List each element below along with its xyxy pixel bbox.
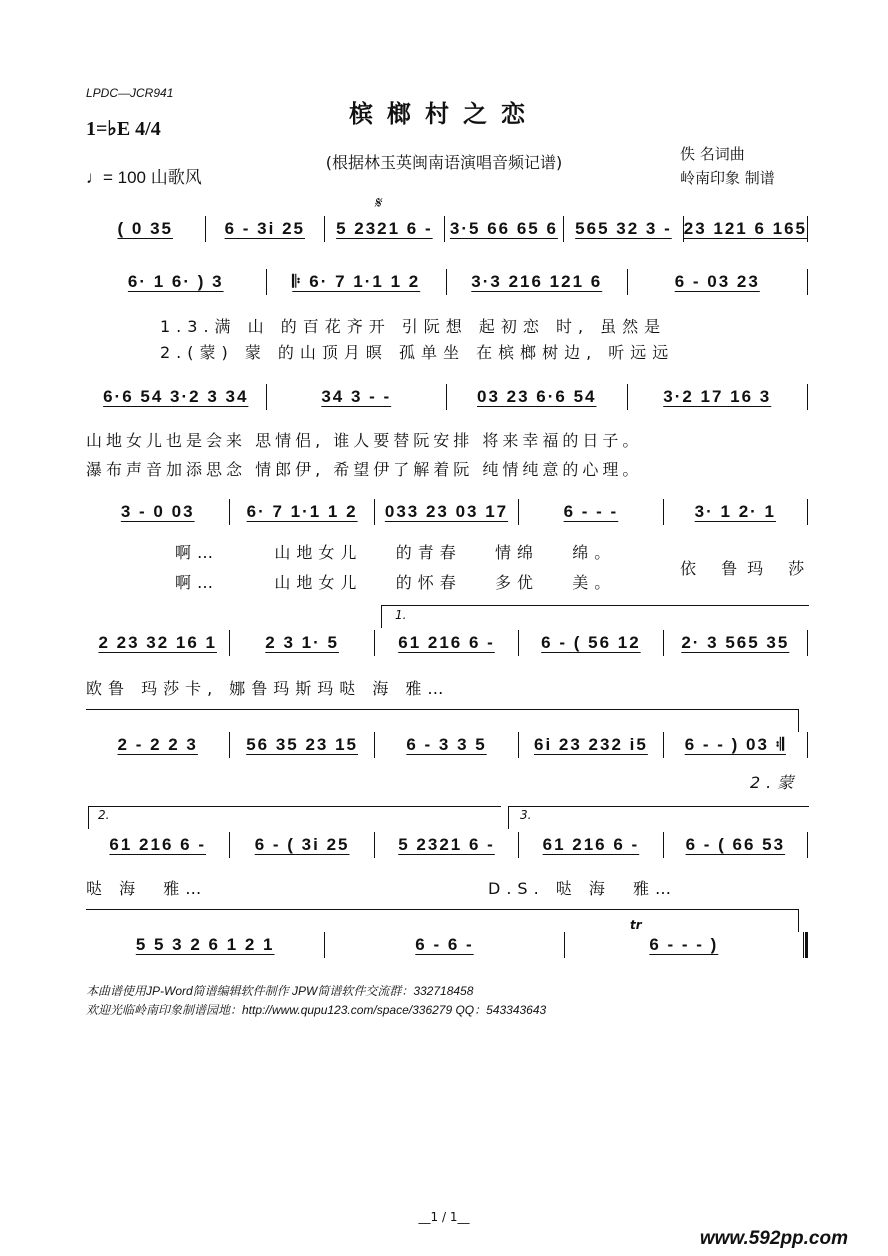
measure: 6 - - - [563, 502, 619, 521]
lyrics-verse-1-3: 1.3.满 山 的百花齐开 引阮想 起初恋 时, 虽然是 [160, 317, 667, 336]
bar-line [807, 216, 808, 242]
lyrics-line-3b: 瀑布声音加添思念 情郎伊, 希望伊了解着阮 纯情纯意的心理。 [86, 460, 643, 479]
bar-line [807, 269, 808, 295]
volta-2-label: 2. [98, 808, 110, 822]
measure: 2· 3 565 35 [681, 633, 790, 652]
measure: 565 32 3 - [575, 219, 672, 238]
measure: 34 3 - - [321, 387, 392, 406]
measure: 5 2321 6 - [336, 219, 433, 238]
arranger-credit: 岭南印象 制谱 [680, 169, 775, 187]
music-system-3 [86, 384, 808, 410]
lyrics-line-4c: 依 鲁玛 莎 [680, 559, 815, 578]
measure: 3·2 17 16 3 [663, 387, 772, 406]
bar-line [807, 630, 808, 656]
music-system-1 [86, 216, 808, 242]
measure: 23 121 6 165 [683, 219, 807, 238]
measure: 6i 23 232 i5 [534, 735, 648, 754]
measure: 6·6 54 3·2 3 34 [103, 387, 249, 406]
lyricist-credit: 佚 名词曲 [680, 145, 745, 163]
volta-1-continuation [86, 709, 799, 732]
measure: 6 - 6 - [415, 935, 474, 954]
volta-2-bracket [88, 806, 501, 829]
bar-line [807, 499, 808, 525]
measure: 6 - ( 66 53 [685, 835, 786, 854]
footer-line-1: 本曲谱使用JP-Word简谱编辑软件制作 JPW简谱软件交流群：332718458 [86, 984, 474, 998]
measure: 𝄆 6· 7 1·1 1 2 [292, 272, 421, 291]
music-system-2 [86, 269, 808, 295]
lyrics-verse-2-cue: 2.蒙 [750, 773, 800, 792]
lyrics-line-4b: 啊… 山地女儿 的怀春 多优 美。 [175, 573, 617, 592]
bar-line [807, 384, 808, 410]
lyrics-line-4a: 啊… 山地女儿 的青春 情绵 绵。 [175, 543, 617, 562]
measure: 03 23 6·6 54 [477, 387, 597, 406]
lyrics-line-5: 欧鲁 玛莎卡, 娜鲁玛斯玛哒 海 雅… [86, 679, 450, 698]
volta-3-bracket [508, 806, 809, 829]
measure: 6 - ( 3i 25 [254, 835, 350, 854]
measure: 6 - 3i 25 [224, 219, 305, 238]
subtitle: (根据林玉英闽南语演唱音频记谱) [325, 153, 563, 172]
bar-line [803, 932, 808, 958]
measure: 2 3 1· 5 [265, 633, 339, 652]
measure: 6 - 3 3 5 [406, 735, 487, 754]
volta-1-label: 1. [395, 608, 407, 622]
measure: 3· 1 2· 1 [694, 502, 776, 521]
lyrics-line-7a: 哒 海 雅… [86, 879, 208, 898]
measure: 56 35 23 15 [246, 735, 359, 754]
music-system-4 [86, 499, 808, 525]
segno-icon: 𝄋 [374, 193, 381, 212]
measure: 6· 1 6· ) 3 [127, 272, 224, 291]
tempo-marking: ♩= 100 山歌风 [86, 168, 202, 187]
volta-1-bracket [381, 605, 809, 628]
footer-line-2: 欢迎光临岭南印象制谱园地：http://www.qupu123.com/space/336279 QQ：543343643 [86, 1003, 547, 1017]
volta-3-continuation [86, 909, 799, 932]
measure: 3 - 0 03 [120, 502, 195, 521]
measure: 5 2321 6 - [398, 835, 495, 854]
page-number: __1 / 1__ [418, 1210, 470, 1224]
measure: 61 216 6 - [398, 633, 495, 652]
measure: 6 - - ) 03 𝄇 [684, 735, 786, 754]
measure: 6 - - - ) [649, 935, 719, 954]
score-code: LPDC—JCR941 [86, 86, 174, 100]
measure: 6 - ( 56 12 [541, 633, 641, 652]
song-title: 槟榔村之恋 [349, 99, 539, 128]
measure: ( 0 35 [117, 219, 174, 238]
key-signature: 1=♭E 4/4 [86, 118, 161, 140]
measure: 3·5 66 65 6 [449, 219, 558, 238]
measure: 033 23 03 17 [384, 502, 509, 521]
measure: 2 - 2 2 3 [117, 735, 198, 754]
volta-3-label: 3. [520, 808, 532, 822]
measure: 6 - 03 23 [674, 272, 760, 291]
measure: 3·3 216 121 6 [471, 272, 603, 291]
measure: 2 23 32 16 1 [98, 633, 217, 652]
music-system-8 [86, 932, 808, 958]
lyrics-line-7b: D.S. 哒 海 雅… [488, 879, 677, 898]
measure: 61 216 6 - [542, 835, 640, 854]
trill-marking: tr [630, 918, 642, 932]
watermark: www.592pp.com [699, 1228, 848, 1249]
music-system-6 [86, 732, 808, 758]
music-system-5 [86, 630, 808, 656]
bar-line [807, 832, 808, 858]
bar-line [807, 732, 808, 758]
measure: 6· 7 1·1 1 2 [246, 502, 358, 521]
music-system-7 [86, 832, 808, 858]
measure: 61 216 6 - [109, 835, 206, 854]
measure: 5 5 3 2 6 1 2 1 [135, 935, 275, 954]
lyrics-line-3a: 山地女儿也是会来 思情侣, 谁人要替阮安排 将来幸福的日子。 [86, 431, 643, 450]
lyrics-verse-2: 2.(蒙) 蒙 的山顶月暝 孤单坐 在槟榔树边, 听远远 [160, 343, 675, 362]
